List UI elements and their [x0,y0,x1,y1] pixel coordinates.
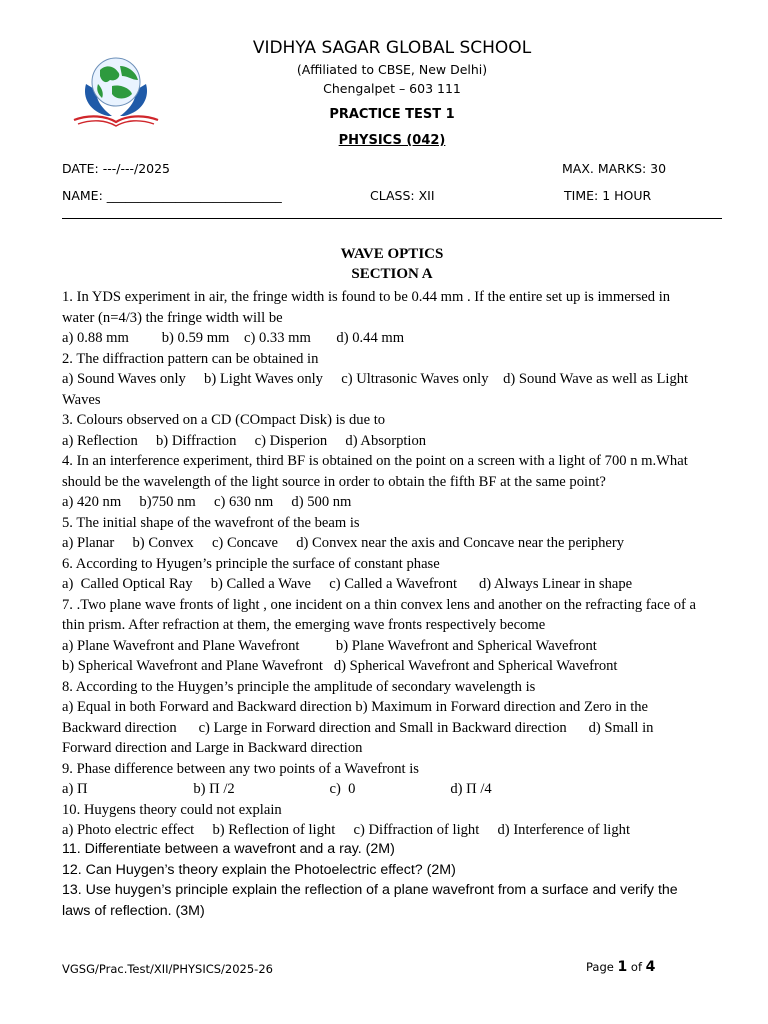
test-title: PRACTICE TEST 1 [329,107,455,122]
question-line: 8. According to the Huygen’s principle the amplitude of secondary wavelength is [62,678,536,695]
question-line: 2. The diffraction pattern can be obtained in [62,350,319,367]
question-options: Waves [62,391,101,408]
question-line: thin prism. After refraction at them, the emerging wave fronts respectively become [62,617,546,633]
question-options: a) Photo electric effect b) Reflection of light c) Diffraction of light d) Interference of light [62,822,631,838]
question-options: a) Π b) Π /2 c) 0 d) Π /4 [62,781,492,797]
question-line: 1. In YDS experiment in air, the fringe width is found to be 0.44 mm . If the entire set up is immersed in [62,289,671,305]
descriptive-question-list [62,839,722,921]
question-line: water (n=4/3) the fringe width will be [62,309,283,326]
question-options: b) Spherical Wavefront and Plane Wavefront d) Spherical Wavefront and Spherical Wavefront [62,658,618,674]
name-field: NAME: ____________________________ [62,188,282,203]
page-prefix: Page [586,960,618,974]
class-field: CLASS: XII [370,188,435,203]
question-options: a) Sound Waves only b) Light Waves only c) Ultrasonic Waves only d) Sound Wave as well as Light [62,371,689,387]
header-divider [62,218,722,219]
footer-page-number [586,959,655,975]
section-title: SECTION A [351,266,433,282]
question-options: Forward direction and Large in Backward direction [62,740,363,756]
question-line: 7. .Two plane wave fronts of light , one incident on a thin convex lens and another on the refracting face of a [62,596,696,613]
page-current: 1 [617,959,628,975]
page-of: of [627,960,646,974]
question-options: a) 420 nm b)750 nm c) 630 nm d) 500 nm [62,494,352,510]
question-line: 10. Huygens theory could not explain [62,801,282,818]
question-list [62,287,722,841]
question-line: 5. The initial shape of the wavefront of the beam is [62,514,360,531]
question-line: 4. In an interference experiment, third BF is obtained on the point on a screen with a light of 700 n m.What [62,453,688,469]
time-field: TIME: 1 HOUR [564,188,652,203]
descriptive-question: 11. Differentiate between a wavefront and a ray. (2M) [62,841,395,857]
date-field: DATE: ---/---/2025 [62,161,171,176]
question-options: a) Called Optical Ray b) Called a Wave c) Called a Wavefront d) Always Linear in shape [62,576,633,592]
question-line: 9. Phase difference between any two points of a Wavefront is [62,760,419,777]
page-total: 4 [645,959,656,975]
question-options: a) 0.88 mm b) 0.59 mm c) 0.33 mm d) 0.44 mm [62,330,405,346]
descriptive-question: 13. Use huygen’s principle explain the reflection of a plane wavefront from a surface and verify the [62,882,678,898]
question-options: a) Planar b) Convex c) Concave d) Convex near the axis and Concave near the periphery [62,535,625,551]
question-options: a) Equal in both Forward and Backward direction b) Maximum in Forward direction and Zero in the [62,699,649,715]
school-name: VIDHYA SAGAR GLOBAL SCHOOL [252,38,532,58]
subject-title: PHYSICS (042) [338,133,446,148]
question-line: 6. According to Hyugen’s principle the surface of constant phase [62,555,440,572]
question-line: should be the wavelength of the light source in order to obtain the fifth BF at the same point? [62,473,606,490]
chapter-title: WAVE OPTICS [340,246,444,262]
max-marks: MAX. MARKS: 30 [562,161,667,176]
affiliation: (Affiliated to CBSE, New Delhi) [296,62,488,77]
question-options: Backward direction c) Large in Forward direction and Small in Backward direction d) Small in [62,719,654,736]
question-options: a) Plane Wavefront and Plane Wavefront b) Plane Wavefront and Spherical Wavefront [62,637,597,654]
descriptive-question: laws of reflection. (3M) [62,902,205,919]
school-address: Chengalpet – 603 111 [323,81,461,96]
question-line: 3. Colours observed on a CD (COmpact Disk) is due to [62,412,386,428]
descriptive-question: 12. Can Huygen’s theory explain the Photoelectric effect? (2M) [62,861,456,878]
footer-document-code: VGSG/Prac.Test/XII/PHYSICS/2025-26 [62,962,273,976]
question-options: a) Reflection b) Diffraction c) Disperion d) Absorption [62,432,427,449]
